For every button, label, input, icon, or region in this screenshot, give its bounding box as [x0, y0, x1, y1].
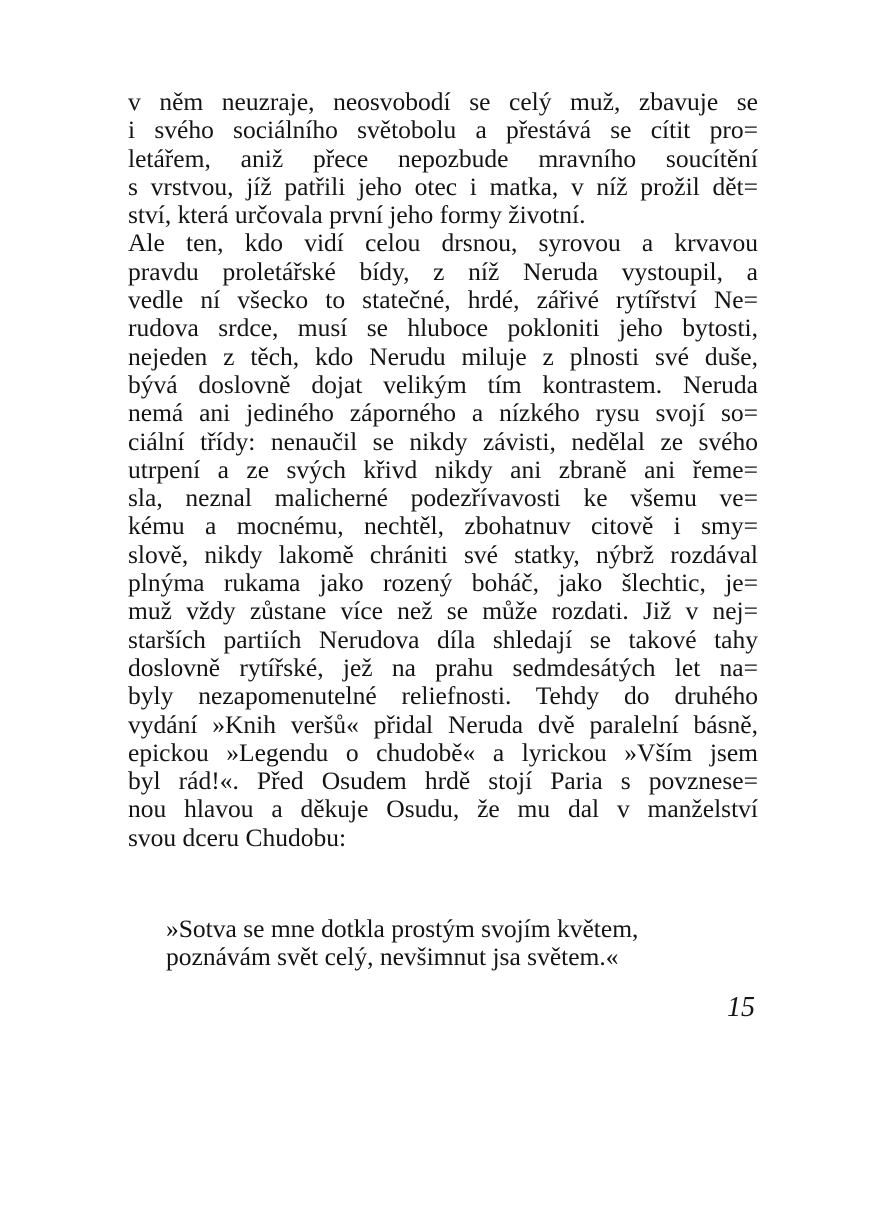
text-line: s vrstvou, jíž patřili jeho otec i matka, v níž prožil dět=: [128, 171, 758, 201]
text-line: byly nezapomenutelné reliefnosti. Tehdy do druhého: [128, 681, 758, 711]
text-line: plnýma rukama jako rozený boháč, jako šlechtic, je=: [128, 568, 758, 598]
text-line: nejeden z těch, kdo Nerudu miluje z plnosti své duše,: [128, 341, 758, 371]
text-line: epickou »Legendu o chudobě« a lyrickou »Vším jsem: [128, 737, 758, 767]
text-line: ciální třídy: nenaučil se nikdy závisti, nedělal ze svého: [128, 426, 758, 456]
page-number: 15: [727, 992, 755, 1023]
text-line: nemá ani jediného záporného a nízkého rysu svojí so=: [128, 398, 758, 428]
text-line: rudova srdce, musí se hluboce pokloniti jeho bytosti,: [128, 313, 758, 343]
text-line: starších partiích Nerudova díla shledají se takové tahy: [128, 624, 758, 654]
text-line: bývá doslovně dojat velikým tím kontrastem. Neruda: [128, 369, 758, 399]
text-line: nou hlavou a děkuje Osudu, že mu dal v manželství: [128, 794, 758, 824]
text-line: byl rád!«. Před Osudem hrdě stojí Paria s povznese=: [128, 766, 758, 796]
text-line: kému a mocnému, nechtěl, zbohatnuv citově i smy=: [128, 511, 758, 541]
text-line: doslovně rytířské, jež na prahu sedmdesátých let na=: [128, 652, 758, 682]
verse-line: poznávám svět celý, nevšimnut jsa světem.«: [166, 942, 619, 972]
text-line: muž vždy zůstane více než se může rozdati. Již v nej=: [128, 596, 758, 626]
text-line: sla, neznal malicherné podezřívavosti ke všemu ve=: [128, 483, 758, 513]
text-line: slově, nikdy lakomě chrániti své statky, nýbrž rozdával: [128, 539, 758, 569]
text-line: ství, která určovala první jeho formy životní.: [128, 200, 586, 230]
text-line: pravdu proletářské bídy, z níž Neruda vystoupil, a: [128, 256, 758, 286]
text-line: v něm neuzraje, neosvobodí se celý muž, zbavuje se: [128, 87, 758, 116]
text-line: i svého sociálního světobolu a přestává se cítit pro=: [128, 115, 758, 145]
text-line: Ale ten, kdo vidí celou drsnou, syrovou a krvavou: [128, 228, 758, 258]
verse-quote: [166, 915, 726, 972]
text-line: utrpení a ze svých křivd nikdy ani zbraně ani řeme=: [128, 454, 758, 484]
text-line: vedle ní všecko to statečné, hrdé, zářivé rytířství Ne=: [128, 285, 758, 315]
verse-line: »Sotva se mne dotkla prostým svojím květem,: [166, 914, 639, 943]
body-paragraph: [128, 88, 758, 852]
text-line: vydání »Knih veršů« přidal Neruda dvě paralelní básně,: [128, 709, 758, 739]
text-line: svou dceru Chudobu:: [128, 822, 347, 852]
text-line: letářem, aniž přece nepozbude mravního soucítění: [128, 143, 758, 173]
